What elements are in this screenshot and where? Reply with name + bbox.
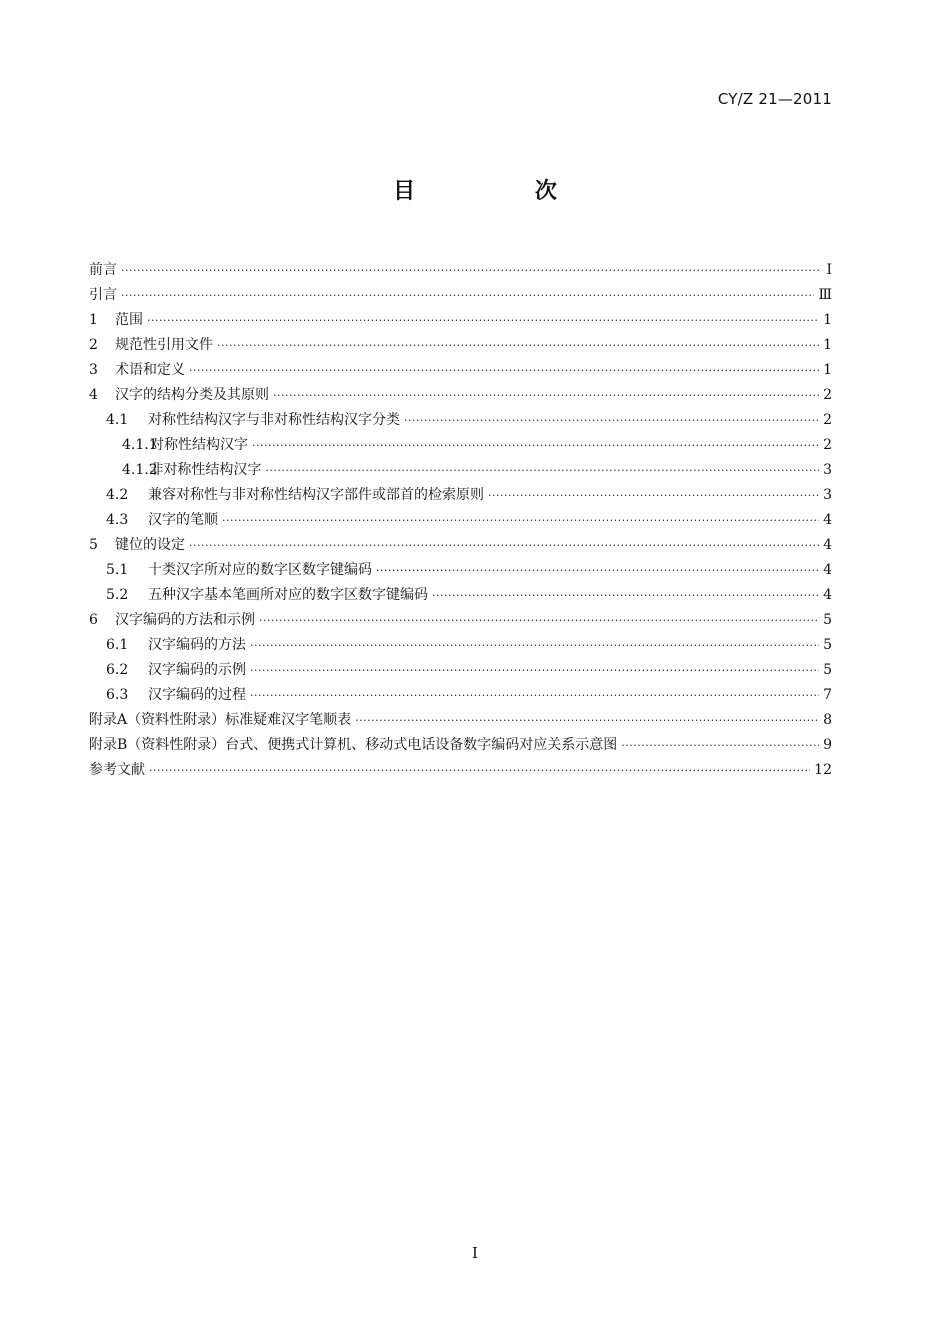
toc-entry[interactable] <box>89 658 832 683</box>
toc-entry-number: 6.2 <box>106 662 129 678</box>
toc-entry[interactable] <box>89 708 832 733</box>
toc-entry-page: 8 <box>823 712 832 728</box>
toc-entry[interactable] <box>89 608 832 633</box>
toc-entry-number: 3 <box>89 362 98 378</box>
toc-entry-page: 3 <box>823 462 832 478</box>
toc-entry-title: 键位的设定 <box>115 537 185 553</box>
toc-entry-title: 兼容对称性与非对称性结构汉字部件或部首的检索原则 <box>148 487 484 503</box>
toc-entry-title: 附录B（资料性附录）台式、便携式计算机、移动式电话设备数字编码对应关系示意图 <box>89 737 618 753</box>
toc-entry[interactable] <box>89 458 832 483</box>
toc-entry-page: 12 <box>814 762 832 778</box>
toc-entry-number: 4 <box>89 387 98 403</box>
toc-entry[interactable] <box>89 283 832 308</box>
table-of-contents <box>89 258 832 783</box>
toc-entry-number: 5 <box>89 537 98 553</box>
toc-entry[interactable] <box>89 533 832 558</box>
toc-leader-dots <box>273 383 819 408</box>
toc-entry-title: 五种汉字基本笔画所对应的数字区数字键编码 <box>148 587 428 603</box>
toc-leader-dots <box>432 583 819 608</box>
toc-leader-dots <box>376 558 819 583</box>
toc-entry-page: 5 <box>823 637 832 653</box>
toc-entry[interactable] <box>89 558 832 583</box>
toc-entry-number: 6.1 <box>106 637 129 653</box>
toc-leader-dots <box>404 408 819 433</box>
toc-leader-dots <box>217 333 819 358</box>
toc-entry[interactable] <box>89 358 832 383</box>
toc-entry-page: 1 <box>823 362 832 378</box>
toc-entry-page: 5 <box>823 612 832 628</box>
toc-entry-number: 4.1 <box>106 412 129 428</box>
toc-entry-page: 1 <box>823 312 832 328</box>
toc-leader-dots <box>265 458 819 483</box>
toc-entry-page: 7 <box>823 687 832 703</box>
toc-entry-page: Ⅲ <box>818 287 832 303</box>
toc-entry-title: 非对称性结构汉字 <box>149 462 262 478</box>
toc-entry-page: 4 <box>823 587 832 603</box>
toc-entry-title: 汉字编码的过程 <box>148 687 246 703</box>
toc-leader-dots <box>121 283 814 308</box>
toc-entry-number: 4.1.1 <box>122 437 158 453</box>
toc-entry-title: 汉字编码的方法和示例 <box>115 612 255 628</box>
toc-leader-dots <box>252 433 819 458</box>
toc-entry-title: 对称性结构汉字与非对称性结构汉字分类 <box>148 412 400 428</box>
toc-entry-title: 前言 <box>89 262 117 278</box>
toc-entry[interactable] <box>89 633 832 658</box>
toc-entry-number: 2 <box>89 337 98 353</box>
toc-entry-page: 2 <box>823 387 832 403</box>
toc-entry-page: 4 <box>823 512 832 528</box>
toc-entry[interactable] <box>89 583 832 608</box>
toc-entry-number: 5.1 <box>106 562 129 578</box>
toc-entry[interactable] <box>89 508 832 533</box>
toc-leader-dots <box>149 758 810 783</box>
toc-entry-number: 6.3 <box>106 687 129 703</box>
document-code: CY/Z 21—2011 <box>717 90 832 108</box>
toc-entry-page: 3 <box>823 487 832 503</box>
toc-entry[interactable] <box>89 383 832 408</box>
footer-page-number: Ⅰ <box>472 1244 478 1262</box>
toc-entry-page: 2 <box>823 412 832 428</box>
toc-leader-dots <box>259 608 819 633</box>
toc-leader-dots <box>250 658 819 683</box>
toc-leader-dots <box>222 508 819 533</box>
toc-leader-dots <box>488 483 819 508</box>
toc-entry-number: 4.2 <box>106 487 129 503</box>
toc-leader-dots <box>189 533 819 558</box>
toc-entry-title: 对称性结构汉字 <box>150 437 249 453</box>
toc-leader-dots <box>621 733 819 758</box>
toc-entry-number: 4.1.2 <box>122 462 158 478</box>
toc-leader-dots <box>121 258 820 283</box>
toc-entry-title: 汉字的笔顺 <box>148 512 218 528</box>
page-title: 目 次 <box>393 179 613 204</box>
toc-entry[interactable] <box>89 333 832 358</box>
toc-entry[interactable] <box>89 683 832 708</box>
toc-leader-dots <box>250 633 819 658</box>
toc-entry-page: 4 <box>823 537 832 553</box>
toc-entry[interactable] <box>89 483 832 508</box>
toc-entry[interactable] <box>89 733 832 758</box>
toc-leader-dots <box>355 708 819 733</box>
toc-entry-title: 参考文献 <box>89 762 145 778</box>
toc-entry-title: 附录A（资料性附录）标准疑难汉字笔顺表 <box>89 712 352 728</box>
toc-entry-title: 引言 <box>89 287 117 303</box>
toc-entry-page: Ⅰ <box>826 262 832 278</box>
toc-entry-title: 规范性引用文件 <box>115 337 213 353</box>
toc-entry-page: 2 <box>823 437 832 453</box>
toc-leader-dots <box>147 308 819 333</box>
toc-entry[interactable] <box>89 308 832 333</box>
toc-entry-number: 4.3 <box>106 512 129 528</box>
toc-entry[interactable] <box>89 758 832 783</box>
toc-leader-dots <box>250 683 819 708</box>
toc-entry-title: 汉字编码的方法 <box>148 637 246 653</box>
toc-entry-number: 6 <box>89 612 98 628</box>
toc-entry-title: 范围 <box>115 312 143 328</box>
toc-entry[interactable] <box>89 408 832 433</box>
toc-entry-page: 1 <box>823 337 832 353</box>
toc-entry-title: 十类汉字所对应的数字区数字键编码 <box>148 562 372 578</box>
toc-entry-page: 9 <box>823 737 832 753</box>
toc-entry-page: 4 <box>823 562 832 578</box>
toc-entry-title: 汉字的结构分类及其原则 <box>115 387 269 403</box>
toc-entry-page: 5 <box>823 662 832 678</box>
toc-entry[interactable] <box>89 433 832 458</box>
toc-entry-title: 汉字编码的示例 <box>148 662 246 678</box>
toc-entry-title: 术语和定义 <box>115 362 185 378</box>
toc-entry-number: 5.2 <box>106 587 129 603</box>
toc-entry-number: 1 <box>89 312 98 328</box>
toc-leader-dots <box>189 358 819 383</box>
toc-entry[interactable] <box>89 258 832 283</box>
